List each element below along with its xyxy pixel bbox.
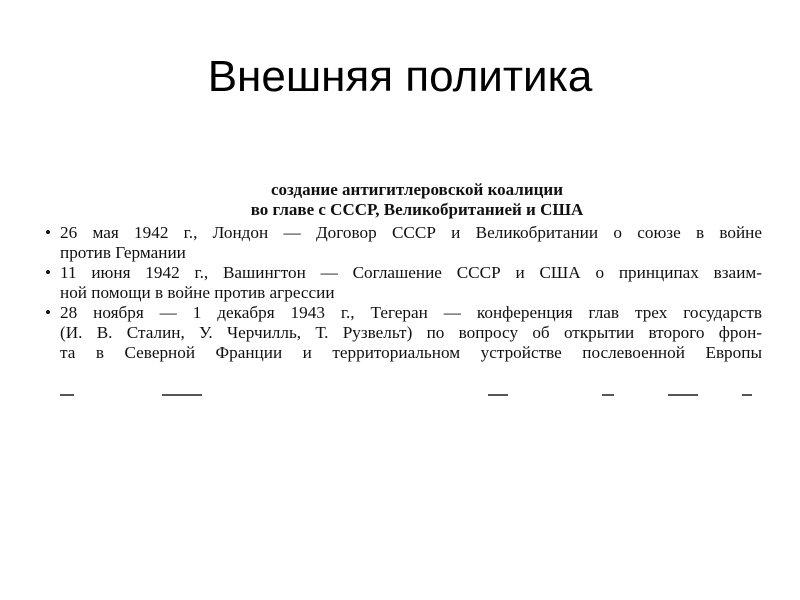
list-item-line: 11 июня 1942 г., Вашингтон — Соглашение СССР и США о принципах взаим- [60, 263, 762, 282]
slide-title: Внешняя политика [207, 52, 593, 101]
bullet-icon: • [44, 263, 52, 282]
cropped-text-fragment [42, 391, 762, 400]
bullet-icon: • [44, 303, 52, 322]
list-item-line: 28 ноября — 1 декабря 1943 г., Тегеран — конференция глав трех государств [60, 303, 762, 322]
list-item-line: (И. В. Сталин, У. Черчилль, Т. Рузвельт) по вопросу об открытии второго фрон- [60, 323, 762, 342]
list-item-line: 26 мая 1942 г., Лондон — Договор СССР и Великобритании о союзе в войне [60, 223, 762, 242]
list-item [42, 263, 762, 303]
list-item-line: против Германии [60, 243, 186, 262]
bullet-icon: • [44, 223, 52, 242]
scanned-text-image [42, 180, 762, 400]
list-item [42, 223, 762, 263]
scan-heading-line-1: создание антигитлеровской коалиции [270, 180, 564, 199]
list-item-line: ной помощи в войне против агрессии [60, 283, 335, 302]
bullet-list [42, 223, 762, 363]
list-item [42, 303, 762, 363]
list-item-line: та в Северной Франции и территориальном устройстве послевоенной Европы [60, 343, 762, 362]
scan-heading [42, 180, 762, 220]
scan-heading-line-2: во главе с СССР, Великобританией и США [250, 200, 584, 219]
